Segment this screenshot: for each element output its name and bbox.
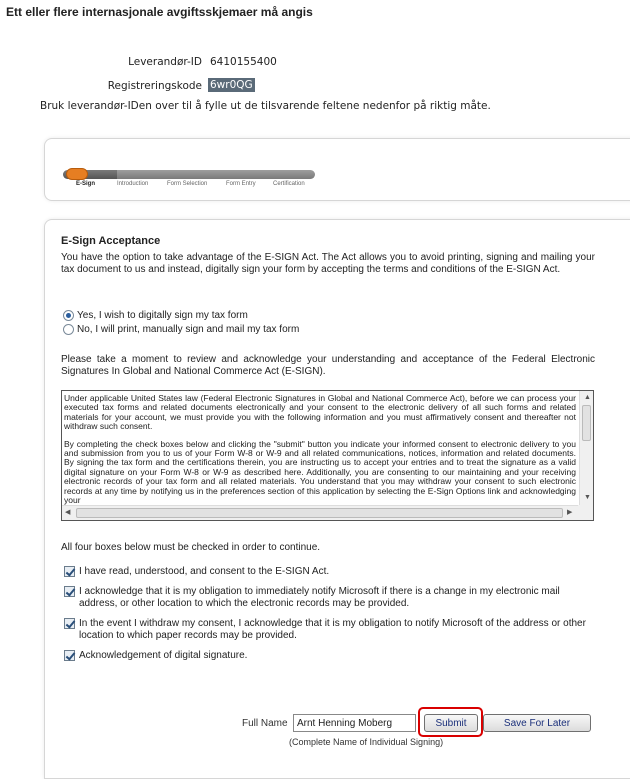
radio-yes-label[interactable]: Yes, I wish to digitally sign my tax form (77, 310, 248, 321)
checkbox-notify-change-label[interactable]: I acknowledge that it is my obligation to immediately notify Microsoft if there is a change in my electronic mail address, or other location to which the electronic records may be provided. (79, 586, 560, 609)
scroll-corner (578, 505, 593, 520)
checkbox-digital-signature-label[interactable]: Acknowledgement of digital signature. (79, 650, 248, 661)
scroll-right-arrow-icon[interactable]: ▶ (567, 509, 573, 516)
checkbox-consent[interactable] (64, 566, 75, 577)
checkbox-row-notify-change[interactable] (64, 586, 594, 610)
boxes-note: All four boxes below must be checked in order to continue. (61, 542, 321, 553)
instruction-text: Bruk leverandør-IDen over til å fylle ut de tilsvarende feltene nedenfor på riktig måte. (40, 100, 491, 112)
vendor-id-label: Leverandør-ID (128, 56, 202, 68)
step-label-introduction: Introduction (117, 181, 149, 187)
step-label-certification: Certification (273, 181, 305, 187)
checkbox-withdraw[interactable] (64, 618, 75, 629)
save-for-later-button[interactable]: Save For Later (483, 714, 591, 732)
page-title: Ett eller flere internasjonale avgiftsskjemaer må angis (6, 5, 313, 19)
step-form-entry (220, 170, 270, 179)
checkbox-notify-change[interactable] (64, 586, 75, 597)
radio-no-label[interactable]: No, I will print, manually sign and mail my tax form (77, 324, 300, 335)
registration-code-label: Registreringskode (107, 80, 202, 92)
full-name-label: Full Name (242, 718, 288, 729)
submit-button[interactable]: Submit (424, 714, 478, 732)
radio-no[interactable] (63, 324, 74, 335)
legal-paragraph-2: By completing the check boxes below and clicking the "submit" button you indicate your informed consent to electronic delivery to you and submission from you to us of your Form W-8 or W-9 and all related communications, notices, information and related documents. By signing the tax form and the certifications therein, you are instructing us to accept your entries and to treat the signature as a valid digital signature on your Form W-8 or W-9 as described here. Additionally, you are consenting to our maintaining and your receiving electronic records of your tax form and all related materials. You understand that you may withdraw your consent to such electronic records at any time by notifying us in the preferences section of this application by selecting the E-Sign Options link and acknowledging your (64, 438, 576, 506)
checkbox-withdraw-label[interactable]: In the event I withdraw my consent, I acknowledge that it is my obligation to notify Microsoft of the address or other location to which paper records may be provided. (79, 618, 586, 641)
horizontal-scroll-thumb[interactable] (76, 508, 563, 518)
step-form-selection (164, 170, 220, 179)
review-text: Please take a moment to review and acknowledge your understanding and acceptance of the Federal Electronic Signatures In Global and National Commerce Act (E-SIGN). (61, 354, 595, 377)
checkbox-row-digital-signature[interactable] (64, 650, 594, 662)
legal-paragraph-1: Under applicable United States law (Federal Electronic Signatures in Global and National Commerce Act), before we can process your executed tax forms and related documents electronically and your consent to the electronic delivery of all such forms and related materials for your account, we must provide you with the following information and you must affirmatively consent and thereafter not withdraw such consent. (64, 393, 576, 432)
step-label-form-entry: Form Entry (226, 181, 256, 187)
step-label-form-selection: Form Selection (167, 181, 208, 187)
vertical-scrollbar[interactable] (579, 391, 593, 506)
scroll-left-arrow-icon[interactable]: ◀ (65, 509, 71, 516)
full-name-input[interactable] (293, 714, 416, 732)
scroll-up-arrow-icon[interactable]: ▲ (584, 394, 591, 401)
registration-code-value[interactable]: 6wr0QG (210, 79, 253, 91)
checkbox-consent-label[interactable]: I have read, understood, and consent to the E-SIGN Act. (79, 566, 330, 577)
radio-yes-row[interactable] (63, 310, 248, 321)
progress-bar (63, 170, 315, 179)
step-esign (63, 170, 117, 179)
legal-text-box[interactable] (61, 390, 594, 521)
legal-content (64, 394, 576, 513)
vertical-scroll-thumb[interactable] (582, 405, 591, 441)
checkbox-row-withdraw[interactable] (64, 618, 594, 642)
radio-yes[interactable] (63, 310, 74, 321)
full-name-hint: (Complete Name of Individual Signing) (289, 737, 444, 747)
checkbox-row-consent[interactable] (64, 566, 594, 578)
vendor-id-value: 6410155400 (210, 56, 277, 68)
registration-code-container (208, 79, 255, 91)
current-step-marker (66, 168, 88, 180)
step-certification (270, 170, 315, 179)
horizontal-scrollbar[interactable] (62, 505, 579, 520)
progress-panel (44, 138, 630, 201)
intro-text: You have the option to take advantage of the E-SIGN Act. The Act allows you to avoid printing, signing and mailing your tax document to us and instead, digitally sign your form by accepting the terms and conditions of the E-SIGN Act. (61, 252, 595, 275)
step-label-esign: E-Sign (76, 181, 95, 187)
radio-no-row[interactable] (63, 324, 299, 335)
checkbox-digital-signature[interactable] (64, 650, 75, 661)
step-introduction (114, 170, 164, 179)
section-heading: E-Sign Acceptance (61, 235, 161, 247)
scroll-down-arrow-icon[interactable]: ▼ (584, 494, 591, 501)
